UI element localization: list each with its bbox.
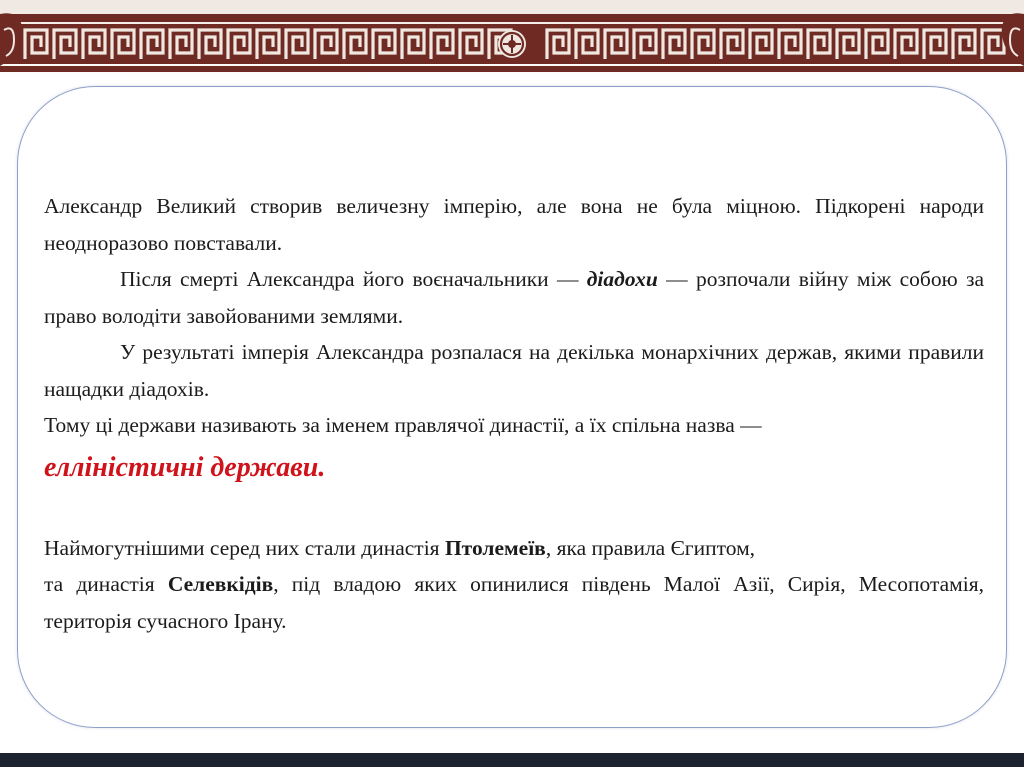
greek-key-banner	[0, 0, 1024, 80]
text-segment: , яка правила Єгиптом,	[545, 535, 756, 560]
text-segment: Після смерті Александра його воєначальники —	[120, 267, 587, 291]
spacer	[44, 494, 984, 530]
paragraph-breakup: У результаті імперія Александра розпалася на декілька монархічних держав, якими правили нащадки діадохів.	[44, 340, 984, 401]
highlight-hellenistic-states: елліністичні держави.	[44, 451, 326, 483]
text-segment: та династія	[44, 572, 168, 596]
body-text	[44, 188, 984, 639]
term-diadochi: діадохи	[586, 267, 658, 291]
paragraph-ptolemies	[44, 530, 984, 567]
paragraph-naming	[44, 407, 984, 494]
text-segment: Тому ці держави називають за іменем правлячої династії, а їх спільна назва —	[44, 413, 762, 437]
paragraph-empire: Александр Великий створив величезну імперію, але вона не була міцною. Підкорені народи неодноразово повставали.	[44, 194, 984, 255]
meander-ornament	[0, 0, 1024, 80]
text-segment: , під владою яких опинилися південь Малої Азії, Сирія, Месопотамія, територія сучасного Ірану.	[44, 572, 984, 633]
text-segment: Наймогутнішими серед них стали династія	[44, 535, 445, 560]
term-seleucids: Селевкідів	[167, 572, 274, 596]
paragraph-diadochi	[44, 261, 984, 334]
paragraph-seleucids	[44, 566, 984, 639]
text-segment: — розпочали війну між собою за право володіти завойованими землями.	[44, 267, 985, 328]
bottom-bar	[0, 753, 1024, 767]
term-ptolemies: Птолемеїв	[444, 535, 546, 560]
